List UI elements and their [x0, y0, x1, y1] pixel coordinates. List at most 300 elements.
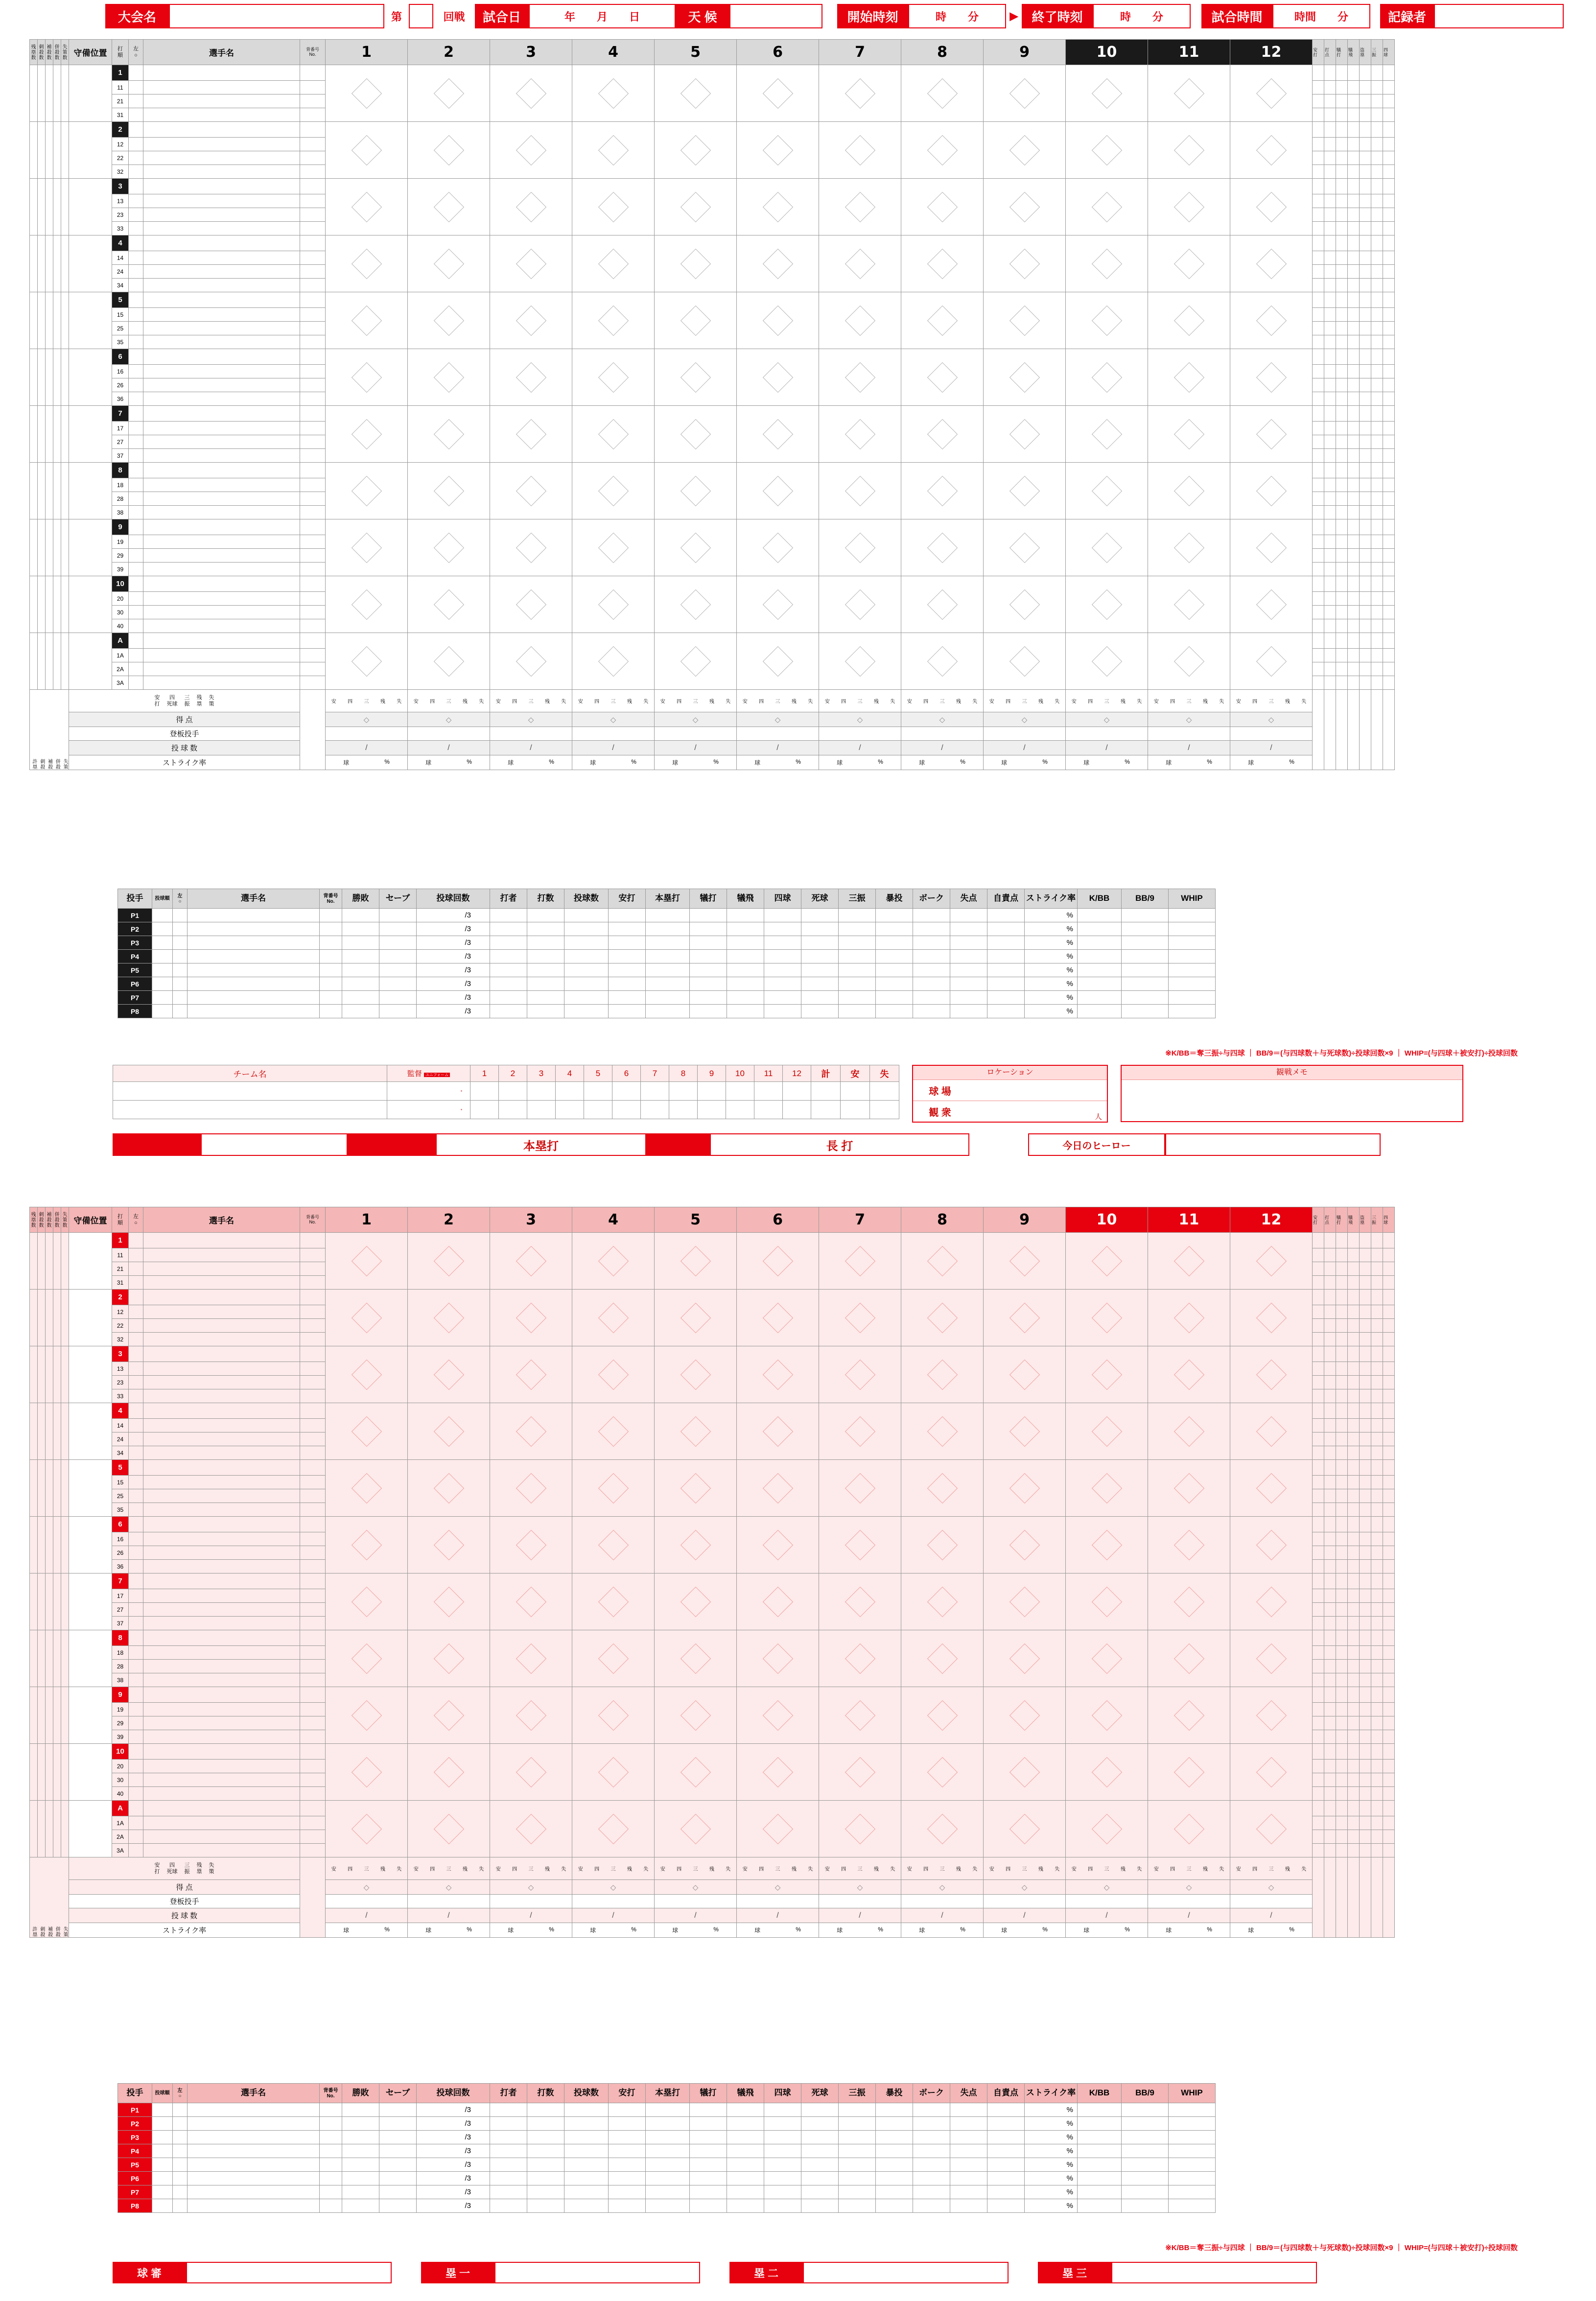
batter-stat-cell[interactable] — [1336, 165, 1348, 179]
batter-stat-cell[interactable] — [1371, 676, 1383, 690]
side-stat-cell[interactable] — [38, 1346, 46, 1403]
kbb-cell[interactable] — [1078, 950, 1122, 963]
totals-cell[interactable] — [1324, 690, 1336, 770]
pitch-order-cell[interactable] — [152, 2144, 173, 2158]
batter-stat-cell[interactable] — [1371, 1801, 1383, 1816]
pitcher-stat-cell[interactable] — [987, 909, 1025, 922]
batter-stat-cell[interactable] — [1383, 1476, 1395, 1489]
side-stat-cell[interactable] — [46, 1687, 53, 1744]
strike-rate-cell[interactable]: % — [1025, 977, 1078, 991]
umpire-input[interactable] — [1111, 2262, 1317, 2283]
at-bat-cell[interactable] — [901, 1573, 984, 1630]
bb9-cell[interactable] — [1122, 963, 1169, 977]
batter-stat-cell[interactable] — [1336, 81, 1348, 94]
at-bat-cell[interactable] — [572, 179, 655, 235]
batter-stat-cell[interactable] — [1313, 422, 1324, 435]
at-bat-cell[interactable] — [1066, 1744, 1148, 1801]
player-name-cell[interactable] — [143, 151, 300, 165]
batter-stat-cell[interactable] — [1348, 506, 1360, 519]
pitcher-stat-cell[interactable] — [727, 2158, 764, 2172]
side-stat-cell[interactable] — [46, 349, 53, 406]
batter-stat-cell[interactable] — [1383, 478, 1395, 492]
batter-stat-cell[interactable] — [1324, 519, 1336, 535]
pitcher-in-cell[interactable] — [490, 1895, 572, 1908]
batter-stat-cell[interactable] — [1371, 549, 1383, 563]
win-loss-cell[interactable] — [342, 2131, 379, 2144]
innings-pitched-cell[interactable]: /3 — [417, 2144, 490, 2158]
bb9-cell[interactable] — [1122, 2117, 1169, 2131]
uniform-no-cell[interactable] — [300, 335, 326, 349]
uniform-no-cell[interactable] — [300, 1503, 326, 1517]
batter-stat-cell[interactable] — [1336, 1419, 1348, 1432]
save-cell[interactable] — [379, 2117, 417, 2131]
pitcher-stat-cell[interactable] — [690, 2144, 727, 2158]
weather-input[interactable] — [729, 4, 822, 28]
pitcher-stat-cell[interactable] — [950, 991, 987, 1005]
runs-cell[interactable]: ◇ — [901, 1880, 984, 1895]
lr-cell[interactable] — [129, 1503, 143, 1517]
pitch-count-cell[interactable]: / — [737, 741, 819, 755]
batter-stat-cell[interactable] — [1348, 1503, 1360, 1517]
player-name-cell[interactable] — [143, 122, 300, 138]
player-name-cell[interactable] — [143, 478, 300, 492]
batter-stat-cell[interactable] — [1313, 519, 1324, 535]
uniform-no-cell[interactable] — [300, 649, 326, 662]
at-bat-cell[interactable] — [819, 1801, 901, 1857]
uniform-no-cell[interactable] — [320, 2144, 342, 2158]
batter-stat-cell[interactable] — [1336, 592, 1348, 606]
uniform-no-cell[interactable] — [300, 1532, 326, 1546]
batter-stat-cell[interactable] — [1348, 1233, 1360, 1248]
player-name-cell[interactable] — [143, 1403, 300, 1419]
side-stat-cell[interactable] — [38, 1744, 46, 1801]
position-cell[interactable] — [69, 463, 112, 519]
batter-stat-cell[interactable] — [1313, 222, 1324, 235]
batter-stat-cell[interactable] — [1336, 676, 1348, 690]
innings-pitched-cell[interactable]: /3 — [417, 2199, 490, 2213]
side-stat-cell[interactable] — [61, 1460, 69, 1517]
batter-stat-cell[interactable] — [1371, 1603, 1383, 1617]
at-bat-cell[interactable] — [901, 1233, 984, 1290]
batter-stat-cell[interactable] — [1371, 1248, 1383, 1262]
at-bat-cell[interactable] — [901, 1517, 984, 1573]
batter-stat-cell[interactable] — [1324, 676, 1336, 690]
batter-stat-cell[interactable] — [1360, 292, 1371, 308]
at-bat-cell[interactable] — [984, 235, 1066, 292]
batter-stat-cell[interactable] — [1336, 478, 1348, 492]
at-bat-cell[interactable] — [655, 1346, 737, 1403]
whip-cell[interactable] — [1169, 2199, 1216, 2213]
batter-stat-cell[interactable] — [1371, 235, 1383, 251]
batter-stat-cell[interactable] — [1324, 251, 1336, 265]
at-bat-cell[interactable] — [1066, 1346, 1148, 1403]
batter-stat-cell[interactable] — [1360, 1419, 1371, 1432]
player-name-cell[interactable] — [143, 138, 300, 151]
pitcher-stat-cell[interactable] — [876, 922, 913, 936]
batter-stat-cell[interactable] — [1371, 1403, 1383, 1419]
strike-rate-cell[interactable]: 球 % — [655, 1923, 737, 1938]
at-bat-cell[interactable] — [1148, 122, 1230, 179]
player-name-cell[interactable] — [143, 1290, 300, 1305]
kbb-cell[interactable] — [1078, 909, 1122, 922]
lr-cell[interactable] — [129, 1560, 143, 1573]
lr-cell[interactable] — [129, 1830, 143, 1844]
batter-stat-cell[interactable] — [1324, 492, 1336, 506]
pitcher-stat-cell[interactable] — [609, 2185, 646, 2199]
pitcher-stat-cell[interactable] — [950, 2172, 987, 2185]
batter-stat-cell[interactable] — [1313, 1276, 1324, 1290]
side-stat-cell[interactable] — [38, 349, 46, 406]
pitcher-stat-cell[interactable] — [801, 2185, 839, 2199]
batter-stat-cell[interactable] — [1313, 1730, 1324, 1744]
batter-stat-cell[interactable] — [1371, 292, 1383, 308]
uniform-no-cell[interactable] — [320, 977, 342, 991]
batter-stat-cell[interactable] — [1383, 1603, 1395, 1617]
bb9-cell[interactable] — [1122, 2185, 1169, 2199]
lr-cell[interactable] — [129, 165, 143, 179]
batter-stat-cell[interactable] — [1360, 1403, 1371, 1419]
pitcher-name-cell[interactable] — [188, 991, 320, 1005]
lr-cell[interactable] — [129, 1630, 143, 1646]
batter-stat-cell[interactable] — [1336, 1660, 1348, 1673]
batter-stat-cell[interactable] — [1360, 1276, 1371, 1290]
at-bat-cell[interactable] — [1148, 1687, 1230, 1744]
pitch-count-cell[interactable]: / — [901, 1908, 984, 1923]
at-bat-cell[interactable] — [819, 406, 901, 463]
kbb-cell[interactable] — [1078, 922, 1122, 936]
side-stat-cell[interactable] — [30, 1233, 38, 1290]
batter-stat-cell[interactable] — [1383, 251, 1395, 265]
pitcher-name-cell[interactable] — [188, 2199, 320, 2213]
batter-stat-cell[interactable] — [1313, 179, 1324, 194]
batter-stat-cell[interactable] — [1383, 1716, 1395, 1730]
batter-stat-cell[interactable] — [1336, 122, 1348, 138]
at-bat-cell[interactable] — [326, 406, 408, 463]
at-bat-cell[interactable] — [984, 292, 1066, 349]
whip-cell[interactable] — [1169, 1005, 1216, 1018]
player-name-cell[interactable] — [143, 492, 300, 506]
uniform-no-cell[interactable] — [300, 422, 326, 435]
at-bat-cell[interactable] — [655, 1233, 737, 1290]
side-stat-cell[interactable] — [38, 519, 46, 576]
strike-rate-cell[interactable]: 球 % — [326, 1923, 408, 1938]
batter-stat-cell[interactable] — [1336, 1844, 1348, 1857]
batter-stat-cell[interactable] — [1336, 1617, 1348, 1630]
batter-stat-cell[interactable] — [1313, 392, 1324, 406]
batter-stat-cell[interactable] — [1371, 335, 1383, 349]
at-bat-cell[interactable] — [819, 1290, 901, 1346]
pitcher-stat-cell[interactable] — [913, 2103, 950, 2117]
pitcher-stat-cell[interactable] — [876, 963, 913, 977]
batter-stat-cell[interactable] — [1324, 1362, 1336, 1376]
uniform-no-cell[interactable] — [300, 279, 326, 292]
batter-stat-cell[interactable] — [1360, 1617, 1371, 1630]
lr-cell[interactable] — [173, 977, 188, 991]
batter-stat-cell[interactable] — [1348, 1730, 1360, 1744]
batter-stat-cell[interactable] — [1371, 1703, 1383, 1716]
linescore-cell[interactable] — [698, 1082, 726, 1101]
batter-stat-cell[interactable] — [1313, 492, 1324, 506]
pitcher-stat-cell[interactable] — [950, 977, 987, 991]
at-bat-cell[interactable] — [655, 576, 737, 633]
position-cell[interactable] — [69, 1517, 112, 1573]
at-bat-cell[interactable] — [1066, 122, 1148, 179]
save-cell[interactable] — [379, 922, 417, 936]
pitcher-name-cell[interactable] — [188, 950, 320, 963]
lr-cell[interactable] — [129, 519, 143, 535]
totals-cell[interactable] — [1383, 690, 1395, 770]
at-bat-cell[interactable] — [819, 1233, 901, 1290]
pitcher-in-cell[interactable] — [326, 727, 408, 741]
pitcher-stat-cell[interactable] — [876, 1005, 913, 1018]
batter-stat-cell[interactable] — [1360, 1773, 1371, 1787]
batter-stat-cell[interactable] — [1324, 151, 1336, 165]
batter-stat-cell[interactable] — [1360, 349, 1371, 365]
player-name-cell[interactable] — [143, 463, 300, 478]
batter-stat-cell[interactable] — [1371, 94, 1383, 108]
pitcher-stat-cell[interactable] — [987, 2185, 1025, 2199]
batter-stat-cell[interactable] — [1313, 308, 1324, 322]
batter-stat-cell[interactable] — [1383, 463, 1395, 478]
pitcher-stat-cell[interactable] — [801, 909, 839, 922]
batter-stat-cell[interactable] — [1324, 1532, 1336, 1546]
uniform-no-cell[interactable] — [300, 1787, 326, 1801]
uniform-no-cell[interactable] — [300, 449, 326, 463]
batter-stat-cell[interactable] — [1360, 576, 1371, 592]
batter-stat-cell[interactable] — [1348, 1532, 1360, 1546]
batter-stat-cell[interactable] — [1336, 1773, 1348, 1787]
batter-stat-cell[interactable] — [1348, 1787, 1360, 1801]
linescore-cell[interactable] — [641, 1101, 669, 1119]
lr-cell[interactable] — [129, 208, 143, 222]
at-bat-cell[interactable] — [984, 1801, 1066, 1857]
pitcher-stat-cell[interactable] — [564, 963, 609, 977]
strike-rate-cell[interactable]: % — [1025, 2144, 1078, 2158]
manager-cell[interactable]: ・ — [387, 1101, 470, 1119]
batter-stat-cell[interactable] — [1324, 1787, 1336, 1801]
at-bat-cell[interactable] — [901, 1290, 984, 1346]
side-stat-cell[interactable] — [30, 1517, 38, 1573]
batter-stat-cell[interactable] — [1383, 1419, 1395, 1432]
uniform-no-cell[interactable] — [300, 1660, 326, 1673]
batter-stat-cell[interactable] — [1371, 649, 1383, 662]
uniform-no-cell[interactable] — [320, 2158, 342, 2172]
batter-stat-cell[interactable] — [1336, 1646, 1348, 1660]
side-stat-cell[interactable] — [53, 1460, 61, 1517]
batter-stat-cell[interactable] — [1324, 1603, 1336, 1617]
lr-cell[interactable] — [129, 633, 143, 649]
batter-stat-cell[interactable] — [1371, 1276, 1383, 1290]
batter-stat-cell[interactable] — [1313, 122, 1324, 138]
batter-stat-cell[interactable] — [1383, 208, 1395, 222]
pitcher-stat-cell[interactable] — [913, 922, 950, 936]
at-bat-cell[interactable] — [408, 1573, 490, 1630]
pitcher-stat-cell[interactable] — [987, 2199, 1025, 2213]
at-bat-cell[interactable] — [572, 519, 655, 576]
batter-stat-cell[interactable] — [1383, 1703, 1395, 1716]
strike-rate-cell[interactable]: 球 % — [1066, 1923, 1148, 1938]
left-bottom-stats[interactable]: 許塁 刺殺 補殺 併殺 失策 — [30, 690, 69, 770]
at-bat-cell[interactable] — [572, 1801, 655, 1857]
uniform-no-cell[interactable] — [300, 519, 326, 535]
player-name-cell[interactable] — [143, 1446, 300, 1460]
linescore-cell[interactable] — [669, 1101, 698, 1119]
strike-rate-cell[interactable]: 球 % — [819, 1923, 901, 1938]
player-name-cell[interactable] — [143, 1489, 300, 1503]
pitcher-stat-cell[interactable] — [727, 950, 764, 963]
uniform-no-cell[interactable] — [300, 563, 326, 576]
at-bat-cell[interactable] — [572, 406, 655, 463]
umpire-input[interactable] — [494, 2262, 700, 2283]
pitcher-stat-cell[interactable] — [913, 2158, 950, 2172]
player-name-cell[interactable] — [143, 251, 300, 265]
at-bat-cell[interactable] — [984, 1687, 1066, 1744]
pitcher-stat-cell[interactable] — [527, 2158, 564, 2172]
at-bat-cell[interactable] — [490, 235, 572, 292]
lr-cell[interactable] — [129, 1617, 143, 1630]
player-name-cell[interactable] — [143, 335, 300, 349]
pitcher-stat-cell[interactable] — [690, 922, 727, 936]
pitcher-stat-cell[interactable] — [564, 2131, 609, 2144]
batter-stat-cell[interactable] — [1383, 94, 1395, 108]
batter-stat-cell[interactable] — [1383, 235, 1395, 251]
batter-stat-cell[interactable] — [1371, 1687, 1383, 1703]
win-loss-cell[interactable] — [342, 2158, 379, 2172]
lr-cell[interactable] — [129, 1573, 143, 1589]
batter-stat-cell[interactable] — [1336, 463, 1348, 478]
at-bat-cell[interactable] — [1148, 519, 1230, 576]
batter-stat-cell[interactable] — [1324, 1233, 1336, 1248]
linescore-cell[interactable] — [726, 1082, 754, 1101]
batter-stat-cell[interactable] — [1383, 649, 1395, 662]
side-stat-cell[interactable] — [38, 1403, 46, 1460]
batter-stat-cell[interactable] — [1336, 1262, 1348, 1276]
uniform-no-cell[interactable] — [300, 1319, 326, 1333]
pitcher-stat-cell[interactable] — [764, 922, 801, 936]
at-bat-cell[interactable] — [408, 1290, 490, 1346]
batter-stat-cell[interactable] — [1383, 1389, 1395, 1403]
side-stat-cell[interactable] — [46, 1233, 53, 1290]
side-stat-cell[interactable] — [30, 1403, 38, 1460]
batter-stat-cell[interactable] — [1348, 606, 1360, 619]
pitcher-stat-cell[interactable] — [950, 2144, 987, 2158]
batter-stat-cell[interactable] — [1348, 619, 1360, 633]
side-stat-cell[interactable] — [46, 576, 53, 633]
at-bat-cell[interactable] — [737, 463, 819, 519]
at-bat-cell[interactable] — [490, 349, 572, 406]
batter-stat-cell[interactable] — [1324, 1560, 1336, 1573]
pitcher-stat-cell[interactable] — [490, 2158, 527, 2172]
batter-stat-cell[interactable] — [1336, 519, 1348, 535]
batter-stat-cell[interactable] — [1348, 1389, 1360, 1403]
batter-stat-cell[interactable] — [1383, 1673, 1395, 1687]
batter-stat-cell[interactable] — [1324, 406, 1336, 422]
pitcher-stat-cell[interactable] — [839, 2172, 876, 2185]
at-bat-cell[interactable] — [737, 349, 819, 406]
at-bat-cell[interactable] — [1230, 463, 1313, 519]
batter-stat-cell[interactable] — [1348, 1687, 1360, 1703]
linescore-cell[interactable] — [584, 1082, 612, 1101]
pitcher-stat-cell[interactable] — [876, 950, 913, 963]
pitcher-stat-cell[interactable] — [727, 963, 764, 977]
at-bat-cell[interactable] — [1148, 1801, 1230, 1857]
pitcher-stat-cell[interactable] — [913, 909, 950, 922]
pitcher-stat-cell[interactable] — [564, 2158, 609, 2172]
player-name-cell[interactable] — [143, 1276, 300, 1290]
batter-stat-cell[interactable] — [1371, 1744, 1383, 1760]
batter-stat-cell[interactable] — [1336, 1248, 1348, 1262]
batter-stat-cell[interactable] — [1313, 1716, 1324, 1730]
kbb-cell[interactable] — [1078, 963, 1122, 977]
batter-stat-cell[interactable] — [1360, 1517, 1371, 1532]
totals-cell[interactable] — [1336, 1857, 1348, 1938]
pitcher-stat-cell[interactable] — [801, 2172, 839, 2185]
pitcher-name-cell[interactable] — [188, 909, 320, 922]
pitch-order-cell[interactable] — [152, 2158, 173, 2172]
batter-stat-cell[interactable] — [1360, 235, 1371, 251]
side-stat-cell[interactable] — [38, 463, 46, 519]
batter-stat-cell[interactable] — [1383, 308, 1395, 322]
lr-cell[interactable] — [129, 1489, 143, 1503]
uniform-no-cell[interactable] — [300, 308, 326, 322]
batter-stat-cell[interactable] — [1324, 1730, 1336, 1744]
pitcher-stat-cell[interactable] — [609, 2131, 646, 2144]
win-loss-cell[interactable] — [342, 2117, 379, 2131]
batter-stat-cell[interactable] — [1348, 1319, 1360, 1333]
pitcher-stat-cell[interactable] — [764, 1005, 801, 1018]
pitcher-stat-cell[interactable] — [839, 2158, 876, 2172]
win-loss-cell[interactable] — [342, 936, 379, 950]
batter-stat-cell[interactable] — [1336, 563, 1348, 576]
pitcher-name-cell[interactable] — [188, 2172, 320, 2185]
pitcher-name-cell[interactable] — [188, 963, 320, 977]
uniform-no-cell[interactable] — [300, 478, 326, 492]
bb9-cell[interactable] — [1122, 977, 1169, 991]
at-bat-cell[interactable] — [408, 1744, 490, 1801]
batter-stat-cell[interactable] — [1360, 1673, 1371, 1687]
batter-stat-cell[interactable] — [1360, 1346, 1371, 1362]
batter-stat-cell[interactable] — [1371, 365, 1383, 378]
pitcher-stat-cell[interactable] — [690, 991, 727, 1005]
uniform-no-cell[interactable] — [300, 122, 326, 138]
pitcher-stat-cell[interactable] — [764, 950, 801, 963]
innings-pitched-cell[interactable]: /3 — [417, 2117, 490, 2131]
batter-stat-cell[interactable] — [1313, 676, 1324, 690]
pitcher-stat-cell[interactable] — [646, 922, 690, 936]
batter-stat-cell[interactable] — [1360, 1362, 1371, 1376]
lr-cell[interactable] — [129, 235, 143, 251]
batter-stat-cell[interactable] — [1324, 1476, 1336, 1489]
batter-stat-cell[interactable] — [1336, 1630, 1348, 1646]
at-bat-cell[interactable] — [655, 633, 737, 690]
at-bat-cell[interactable] — [1066, 1573, 1148, 1630]
batter-stat-cell[interactable] — [1348, 1560, 1360, 1573]
uniform-no-cell[interactable] — [300, 535, 326, 549]
batter-stat-cell[interactable] — [1360, 1262, 1371, 1276]
pitcher-stat-cell[interactable] — [490, 936, 527, 950]
uniform-no-cell[interactable] — [300, 265, 326, 279]
batter-stat-cell[interactable] — [1383, 122, 1395, 138]
batter-stat-cell[interactable] — [1324, 1503, 1336, 1517]
batter-stat-cell[interactable] — [1348, 81, 1360, 94]
lr-cell[interactable] — [173, 2144, 188, 2158]
bb9-cell[interactable] — [1122, 909, 1169, 922]
batter-stat-cell[interactable] — [1360, 151, 1371, 165]
uniform-no-cell[interactable] — [300, 1489, 326, 1503]
batter-stat-cell[interactable] — [1360, 108, 1371, 122]
lr-cell[interactable] — [173, 991, 188, 1005]
pitcher-stat-cell[interactable] — [801, 936, 839, 950]
